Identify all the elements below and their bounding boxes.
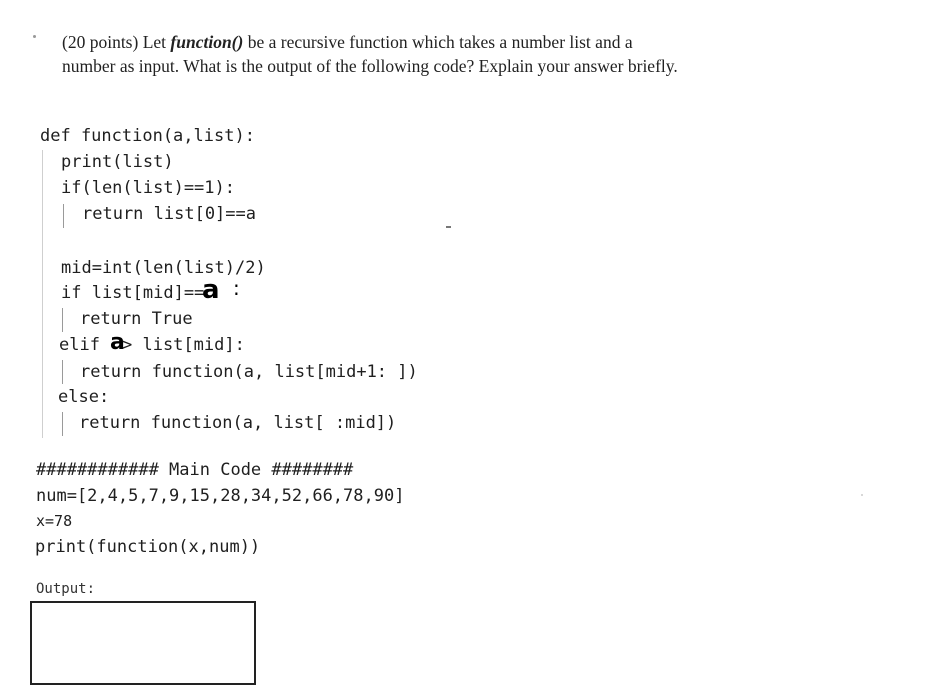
code-main-header: ############ Main Code ######## [36, 460, 354, 480]
code-elif-line [59, 332, 110, 358]
code-x-line: x=78 [36, 512, 73, 530]
code-return-eq-line: return list[0]==a [82, 204, 256, 224]
code-call-line: print(function(x,num)) [35, 537, 261, 557]
indent-guide-if-mid [62, 308, 63, 332]
code-def-line: def function(a,list): [40, 126, 255, 146]
indent-guide-else [62, 412, 63, 436]
code-else-line: else: [58, 387, 110, 407]
code-return-left-line: return function(a, list[ :mid]) [79, 413, 397, 433]
code-elif-pre: elif [59, 335, 111, 355]
code-return-right-line: return function(a, list[mid+1: ]) [80, 362, 418, 382]
code-if-mid-line [61, 280, 204, 306]
code-if-mid-text: if list[mid]== [61, 283, 205, 303]
code-num-line: num=[2,4,5,7,9,15,28,34,52,66,78,90] [36, 486, 405, 506]
stray-dash [446, 226, 451, 228]
handwritten-a-2: a [110, 330, 125, 355]
question-points: (20 points) [62, 32, 139, 52]
indent-guide-elif [62, 360, 63, 384]
handwritten-colon: : [233, 276, 240, 300]
indent-guide-if-len [63, 204, 64, 228]
code-mid-line: mid=int(len(list)/2) [61, 258, 266, 278]
code-if-len-line: if(len(list)==1): [61, 178, 235, 198]
list-bullet [33, 35, 36, 38]
stray-dot [861, 494, 863, 496]
question-text-pre: Let [138, 32, 171, 52]
indent-guide-outer [42, 150, 43, 438]
code-print-line: print(list) [61, 152, 174, 172]
question-line-1 [62, 30, 762, 54]
question-line-2: number as input. What is the output of the following code? Explain your answer briefly. [62, 56, 678, 76]
output-answer-box[interactable] [30, 601, 256, 685]
question-text-post: be a recursive function which takes a number list and a [243, 32, 633, 52]
handwritten-a-1: a [202, 275, 220, 305]
question-text [62, 30, 762, 78]
code-return-true-line: return True [80, 309, 193, 329]
code-elif-post: > list[mid]: [122, 335, 245, 355]
output-label: Output: [36, 581, 96, 597]
function-name: function() [170, 32, 244, 52]
